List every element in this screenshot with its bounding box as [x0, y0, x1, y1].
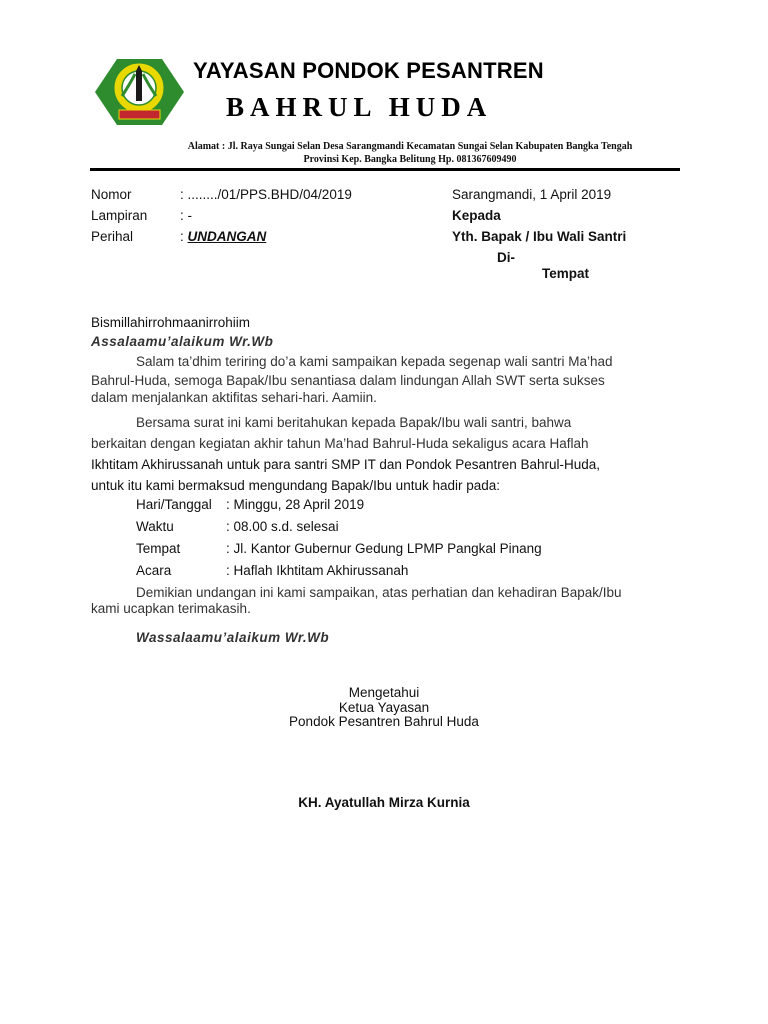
paragraph-1-line1: Salam ta’dhim teriring do’a kami sampaikan kepada segenap wali santri Ma’had	[136, 354, 613, 369]
schedule-value-time: : 08.00 s.d. selesai	[226, 519, 339, 534]
tempat-label: Tempat	[542, 266, 590, 281]
salam-opening: Assalaamu’alaikum Wr.Wb	[91, 334, 274, 349]
schedule-value-place: : Jl. Kantor Gubernur Gedung LPMP Pangkal Pinang	[226, 541, 542, 556]
paragraph-2-line3: Ikhtitam Akhirussanah untuk para santri SMP IT dan Pondok Pesantren Bahrul-Huda,	[91, 457, 601, 472]
foundation-logo	[91, 56, 188, 128]
letter-date: Sarangmandi, 1 April 2019	[452, 187, 612, 202]
schedule-label-time: Waktu	[136, 519, 174, 534]
bismillah: Bismillahirrohmaanirrohiim	[91, 315, 251, 330]
perihal-value: UNDANGAN	[187, 229, 267, 244]
salam-closing: Wassalaamu’alaikum Wr.Wb	[136, 630, 330, 645]
signatory-name: KH. Ayatullah Mirza Kurnia	[298, 795, 470, 810]
schedule-value-date: : Minggu, 28 April 2019	[226, 497, 365, 512]
kepada-label: Kepada	[452, 208, 501, 223]
lampiran-label: Lampiran	[91, 208, 148, 223]
nomor-label: Nomor	[91, 187, 132, 202]
closing-line2: kami ucapkan terimakasih.	[91, 601, 251, 616]
header-divider	[90, 168, 680, 171]
paragraph-1-line3: dalam menjalankan aktifitas sehari-hari. Aamiin.	[91, 390, 377, 405]
signature-org: Pondok Pesantren Bahrul Huda	[289, 714, 479, 729]
paragraph-2-line2: berkaitan dengan kegiatan akhir tahun Ma’had Bahrul-Huda sekaligus acara Haflah	[91, 436, 589, 451]
schedule-label-date: Hari/Tanggal	[136, 497, 212, 512]
org-title-line1: YAYASAN PONDOK PESANTREN	[193, 58, 544, 83]
signature-title: Ketua Yayasan	[338, 700, 430, 715]
schedule-label-event: Acara	[136, 563, 172, 578]
perihal-label: Perihal	[91, 229, 134, 244]
di-label: Di-	[497, 250, 515, 265]
address-line2: Provinsi Kep. Bangka Belitung Hp. 081367609490	[303, 154, 517, 165]
paragraph-1-line2: Bahrul-Huda, semoga Bapak/Ibu senantiasa dalam lindungan Allah SWT serta sukses	[91, 373, 605, 388]
paragraph-2-line4: untuk itu kami bermaksud mengundang Bapak/Ibu untuk hadir pada:	[91, 478, 501, 493]
perihal-field	[180, 227, 266, 247]
recipient: Yth. Bapak / Ibu Wali Santri	[452, 229, 627, 244]
paragraph-2-line1: Bersama surat ini kami beritahukan kepada Bapak/Ibu wali santri, bahwa	[136, 415, 572, 430]
schedule-label-place: Tempat	[136, 541, 181, 556]
lampiran-value: : -	[180, 208, 192, 223]
signature-mengetahui: Mengetahui	[348, 685, 420, 700]
perihal-colon: :	[180, 229, 184, 244]
schedule-value-event: : Haflah Ikhtitam Akhirussanah	[226, 563, 409, 578]
address-line1: Alamat : Jl. Raya Sungai Selan Desa Sarangmandi Kecamatan Sungai Selan Kabupaten Bangka Tengah	[187, 141, 633, 152]
closing-line1: Demikian undangan ini kami sampaikan, atas perhatian dan kehadiran Bapak/Ibu	[136, 585, 622, 600]
org-title-line2: BAHRUL HUDA	[226, 92, 493, 122]
nomor-value: : ......../01/PPS.BHD/04/2019	[180, 187, 352, 202]
